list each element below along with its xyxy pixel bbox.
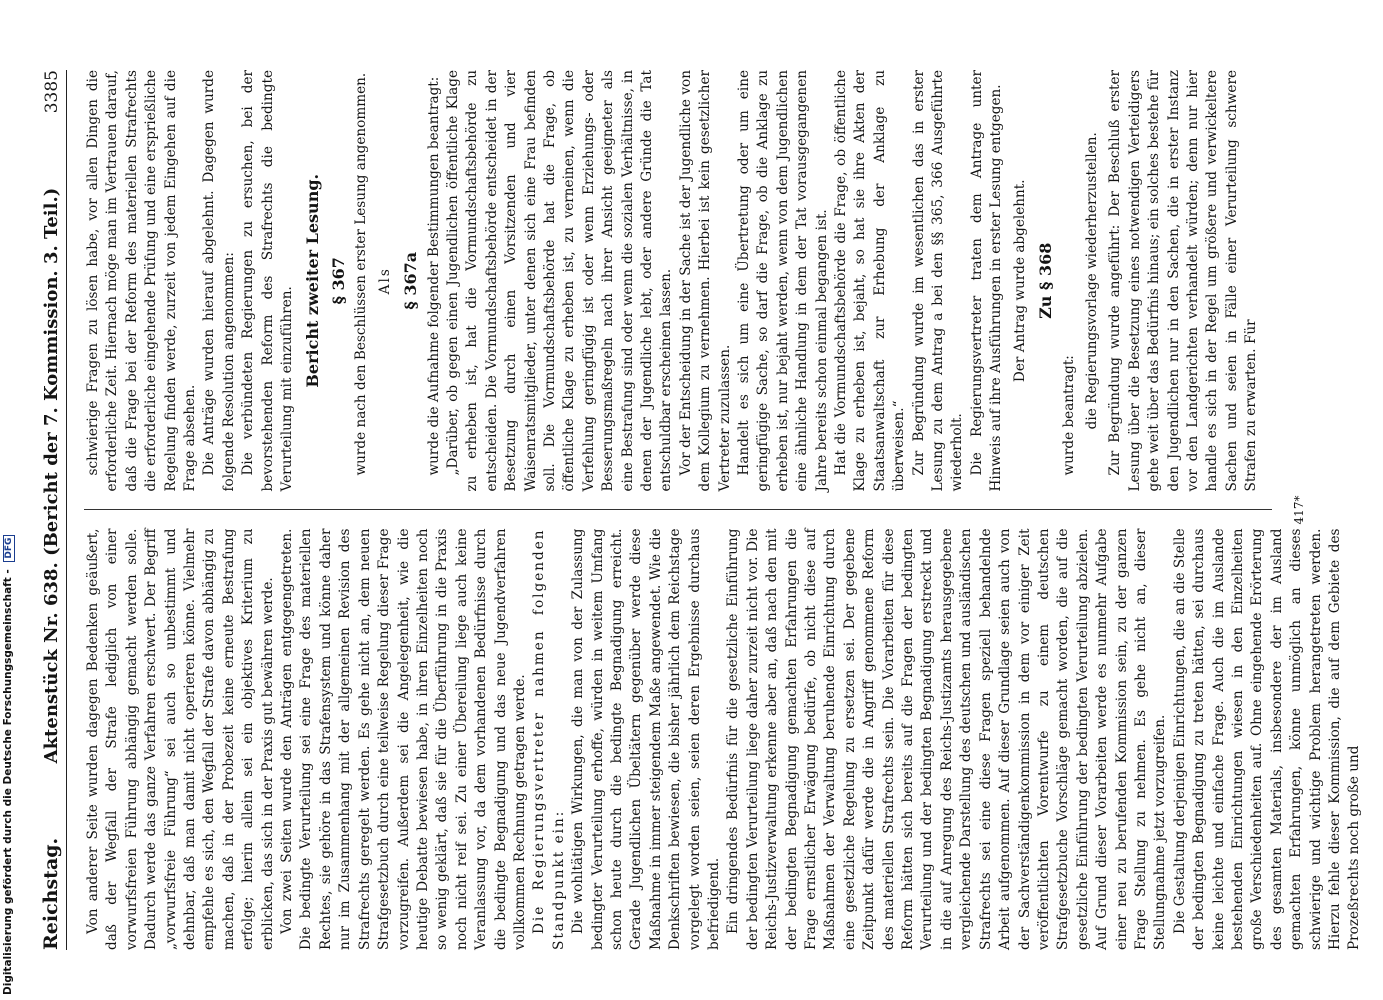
paragraph: Die Regierungsvertreter nahmen folgenden Standpunkt ein: xyxy=(531,528,567,950)
credit-text: Digitalisierung gefördert durch die Deutsche Forschungsgemeinschaft - xyxy=(2,569,14,995)
paragraph: Die Gestaltung derjenigen Einrichtungen, die an die Stelle der bedingten Begnadigung zu treten hätten, sei durchaus keine leichte und einfache Frage. Auch die im Auslande bestehenden Einrichtungen wiesen in den Einzelheiten große Verschiedenheiten auf. Ohne eingehende Erörterung des gesamten Materials, insbesondere der im Ausland gemachten Erfahrungen, könne unmöglich an dieses schwierige und wichtige Problem herangetreten werden. Hierzu fehle dieser Kommission, die auf dem Gebiete des Prozeßrechts noch große und xyxy=(1171,528,1363,950)
paragraph: Zur Begründung wurde im wesentlichen das in erster Lesung zu dem Antrag a bei den §§ 365, 366 Ausgeführte wiederholt. xyxy=(910,70,966,492)
rotated-document-page xyxy=(20,0,1363,1000)
heading-prefix: Zu xyxy=(1036,295,1056,319)
header-left: Reichstag. xyxy=(40,837,62,950)
column-left xyxy=(84,528,1363,951)
paragraph-heading: § 367 xyxy=(328,257,348,305)
page-header xyxy=(40,70,67,950)
paragraph: Der Antrag wurde abgelehnt. xyxy=(1011,179,1028,383)
dfg-logo: DFG xyxy=(3,535,15,562)
paragraph: Die Anträge wurden hierauf abgelehnt. Dagegen wurde folgende Resolution angenommen: xyxy=(201,70,237,492)
paragraph-heading xyxy=(1036,70,1055,492)
paragraph: wurde nach den Beschlüssen erster Lesung angenommen. xyxy=(353,72,370,476)
digitization-credit-sidebar xyxy=(0,0,18,1000)
paragraph-heading: § 367a xyxy=(401,251,421,310)
paragraph: Ein dringendes Bedürfnis für die gesetzliche Einführung der bedingten Verurteilung liege daher zurzeit nicht vor. Die Reichs-Justizverwaltung erkenne aber an, daß nach den mit der bedingten Begnadigung gemachten Erfahrungen die Frage ernstlicher Erwägung bedürfe, ob nicht diese auf Maßnahmen der Verwaltung beruhende Einrichtung durch eine gesetzliche Regelung zu ersetzen sei. Der gegebene Zeitpunkt dafür werde die in Angriff genommene Reform des materiellen Strafrechts sein. Die Vorarbeiten für diese Reform hätten sich bereits auf die Fragen der bedingten Verurteilung und der bedingten Begnadigung erstreckt und in die auf Anregung des Reichs-Justizamts herausgegebene vergleichende Darstellung des deutschen und ausländischen Strafrechts sei eine diese Fragen speziell behandelnde Arbeit aufgenommen. Auf dieser Grundlage seien auch von der Sachverständigenkommission in dem vor einiger Zeit veröffentlichten Vorentwurfe zu einem deutschen Strafgesetzbuche Vorschläge gemacht worden, die auf die gesetzliche Einführung der bedingten Verurteilung abzielen. Auf Grund dieser Vorarbeiten werde es nunmehr Aufgabe einer neu zu berufenden Kommission sein, zu der ganzen Frage Stellung zu nehmen. Es gehe nicht an, dieser Stellungnahme jetzt vorzugreifen. xyxy=(725,528,1169,950)
column-divider xyxy=(84,510,1272,511)
page-number: 3385 xyxy=(42,70,62,114)
paragraph: Zur Begründung wurde angeführt: Der Beschluß erster Lesung über die Besetzung eines notwendigen Verteidigers gehe weit über das Bedürfnis hinaus; ein solches bestehe für den Jugendlichen nur in den Sachen, die in erster Instanz vor den Landgerichten verhandelt würden; denn nur hier handle es sich in der Regel um größere und verwickeltere Sachen und seien in Fälle einer Verurteilung schwere Strafen zu erwarten. Für xyxy=(1107,70,1260,492)
quote-paragraph: „Darüber, ob gegen einen Jugendlichen öffentliche Klage zu erheben ist, hat die Vormundschaftsbehörde zu entscheiden. Die Vormundschaftsbehörde entscheidet in der Besetzung durch einen Vorsitzenden und vier Waisenratsmitglieder, unter denen sich eine Frau befinden soll. Die Vormundschaftsbehörde hat die Frage, ob öffentliche Klage zu erheben ist, zu verneinen, wenn die Verfehlung geringfügig ist oder wenn Erziehungs- oder Besserungsmaßregeln nach ihrer Ansicht geeigneter als eine Bestrafung sind oder wenn die sozialen Verhältnisse, in denen der Jugendliche lebt, oder andere Gründe die Tat entschuldbar erscheinen lassen. xyxy=(444,70,675,492)
resolution-text: Die verbündeten Regierungen zu ersuchen, bei der bevorstehenden Reform des Strafrechts die bedingte Verurteilung mit einzuführen. xyxy=(240,70,296,492)
paragraph: Von zwei Seiten wurde den Anträgen entgegengetreten. Die bedingte Verurteilung sei eine Frage des materiellen Rechtes, sie gehöre in das Strafensystem und könne daher nur im Zusammenhang mit der allgemeinen Revision des Strafrechts geregelt werden. Es gehe nicht an, dem neuen Strafgesetzbuch durch eine teilweise Regelung dieser Frage vorzugreifen. Außerdem sei die Angelegenheit, wie die heutige Debatte bewiesen habe, in ihren Einzelheiten noch so wenig geklärt, daß sie für die Überführung in die Praxis noch nicht reif sei. Zu einer Übereilung liege auch keine Veranlassung vor, da dem vorhandenen Bedürfnisse durch die bedingte Begnadigung und das neue Jugendverfahren vollkommen Rechnung getragen werde. xyxy=(279,528,528,950)
paragraph: schwierige Fragen zu lösen habe, vor allen Dingen die erforderliche Zeit. Hiernach möge man im Vertrauen darauf, daß die Frage bei der Reform des materiellen Strafrechts die erforderliche eingehende Prüfung und eine ersprießliche Regelung finden werde, zurzeit von jedem Eingehen auf die Frage absehen. xyxy=(85,70,199,492)
paragraph: wurde beantragt: xyxy=(1060,355,1077,476)
header-title: Aktenstück Nr. 638. (Bericht der 7. Kommission. 3. Teil.) xyxy=(41,187,62,764)
paragraph: Von anderer Seite wurden dagegen Bedenken geäußert, daß der Wegfall der Strafe lediglich von einer vorwurfsfreien Führung abhängig gemacht werden solle. Dadurch werde das ganze Verfahren erschwert. Der Begriff „vorwurfsfreie Führung“ sei auch so unbestimmt und dehnbar, daß man damit nicht operieren könne. Vielmehr empfehle es sich, den Wegfall der Strafe davon abhängig zu machen, daß in der Probezeit keine erneute Bestrafung erfolge; hierin allein sei ein objektives Kriterium zu erblicken, das sich in der Praxis gut bewähren werde. xyxy=(85,528,276,950)
quote-paragraph: Hat die Vormundschaftsbehörde die Frage, ob öffentliche Klage zu erheben ist, bejaht, so hat sie ihre Akten der Staatsanwaltschaft zur Erhebung der Anklage zu überweisen.“ xyxy=(833,70,908,492)
paragraph: Die wohltätigen Wirkungen, die man von der Zulassung bedingter Verurteilung erhoffe, würden in weitem Umfang schon heute durch die bedingte Begnadigung erreicht. Gerade Jugendlichen Übeltätern gegenüber werde diese Maßnahme in immer steigendem Maße angewendet. Wie die Denkschriften bewiesen, die bisher jährlich dem Reichstage vorgelegt worden seien, seien deren Ergebnisse durchaus befriedigend. xyxy=(570,528,722,950)
paragraph: die Regierungsvorlage wiederherzustellen. xyxy=(1083,132,1100,430)
quote-paragraph: Handelt es sich um eine Übertretung oder um eine geringfügige Sache, so darf die Frage, ob die Anklage zu erheben ist, nur bejaht werden, wenn von dem Jugendlichen eine ähnliche Handlung in dem der Tat vorausgegangenen Jahre bereits schon einmal begangen ist. xyxy=(736,70,830,492)
quote-paragraph: Vor der Entscheidung in der Sache ist der Jugendliche von dem Kollegium zu vernehmen. Hierbei ist kein gesetzlicher Vertreter zuzulassen. xyxy=(677,70,733,492)
section-heading: Bericht zweiter Lesung. xyxy=(303,173,323,388)
paragraph: Die Regierungsvertreter traten dem Antrage unter Hinweis auf ihre Ausführungen in erster Lesung entgegen. xyxy=(968,70,1005,492)
heading-section: § 368 xyxy=(1036,242,1056,290)
sheet-number: 417* xyxy=(1292,495,1306,525)
column-right xyxy=(84,70,1272,492)
paragraph: wurde die Aufnahme folgender Bestimmungen beantragt: xyxy=(425,76,442,476)
paragraph: Als xyxy=(376,267,393,295)
